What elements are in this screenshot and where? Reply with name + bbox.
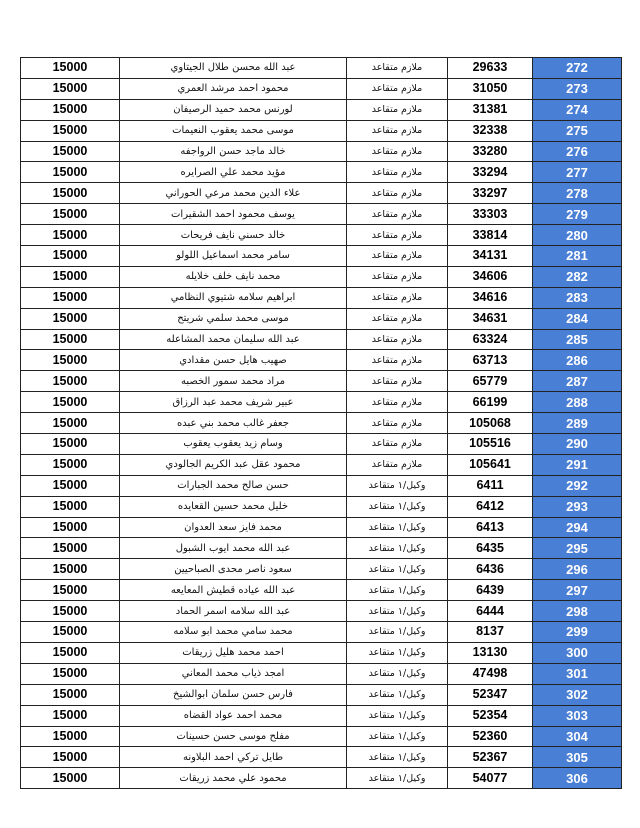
table-row <box>21 225 622 246</box>
row-number-cell: 295 <box>533 538 622 559</box>
amount-cell: 15000 <box>21 204 120 225</box>
rank-cell: ملازم متقاعد <box>347 392 448 413</box>
amount-cell: 15000 <box>21 371 120 392</box>
row-number-cell: 303 <box>533 705 622 726</box>
rank-cell: ملازم متقاعد <box>347 413 448 434</box>
row-number-cell: 290 <box>533 434 622 455</box>
rank-cell: وكيل/١ متقاعد <box>347 601 448 622</box>
amount-cell: 15000 <box>21 601 120 622</box>
rank-cell: وكيل/١ متقاعد <box>347 580 448 601</box>
amount-cell: 15000 <box>21 517 120 538</box>
amount-cell: 15000 <box>21 266 120 287</box>
table-row <box>21 371 622 392</box>
rank-cell: ملازم متقاعد <box>347 350 448 371</box>
name-cell: طايل تركي احمد البلاونه <box>120 747 347 768</box>
row-number-cell: 275 <box>533 120 622 141</box>
amount-cell: 15000 <box>21 434 120 455</box>
name-cell: محمود احمد مرشد العمري <box>120 78 347 99</box>
rank-cell: ملازم متقاعد <box>347 162 448 183</box>
name-cell: يوسف محمود احمد الشقيرات <box>120 204 347 225</box>
rank-cell: ملازم متقاعد <box>347 266 448 287</box>
name-cell: محمد احمد عواد القضاه <box>120 705 347 726</box>
rank-cell: وكيل/١ متقاعد <box>347 496 448 517</box>
row-number-cell: 288 <box>533 392 622 413</box>
name-cell: عبد الله سليمان محمد المشاعله <box>120 329 347 350</box>
table-row <box>21 141 622 162</box>
row-number-cell: 272 <box>533 58 622 79</box>
rank-cell: وكيل/١ متقاعد <box>347 768 448 789</box>
amount-cell: 15000 <box>21 141 120 162</box>
row-number-cell: 302 <box>533 684 622 705</box>
row-number-cell: 298 <box>533 601 622 622</box>
code-cell: 8137 <box>448 622 533 643</box>
rank-cell: ملازم متقاعد <box>347 454 448 475</box>
name-cell: احمد محمد هليل زريقات <box>120 642 347 663</box>
code-cell: 34606 <box>448 266 533 287</box>
amount-cell: 15000 <box>21 684 120 705</box>
code-cell: 47498 <box>448 663 533 684</box>
table-row <box>21 78 622 99</box>
row-number-cell: 286 <box>533 350 622 371</box>
row-number-cell: 282 <box>533 266 622 287</box>
table-row <box>21 601 622 622</box>
amount-cell: 15000 <box>21 726 120 747</box>
table-row <box>21 413 622 434</box>
rank-cell: ملازم متقاعد <box>347 204 448 225</box>
table-row <box>21 747 622 768</box>
table-row <box>21 287 622 308</box>
code-cell: 29633 <box>448 58 533 79</box>
row-number-cell: 281 <box>533 246 622 267</box>
row-number-cell: 293 <box>533 496 622 517</box>
row-number-cell: 305 <box>533 747 622 768</box>
records-table <box>20 57 622 789</box>
row-number-cell: 287 <box>533 371 622 392</box>
rank-cell: ملازم متقاعد <box>347 371 448 392</box>
name-cell: سعود ناصر محدى الصباحيين <box>120 559 347 580</box>
rank-cell: ملازم متقاعد <box>347 120 448 141</box>
rank-cell: وكيل/١ متقاعد <box>347 684 448 705</box>
rank-cell: ملازم متقاعد <box>347 329 448 350</box>
code-cell: 33303 <box>448 204 533 225</box>
name-cell: محمد نايف خلف خلايله <box>120 266 347 287</box>
name-cell: حسن صالح محمد الجبارات <box>120 475 347 496</box>
row-number-cell: 285 <box>533 329 622 350</box>
name-cell: فارس حسن سلمان ابوالشيخ <box>120 684 347 705</box>
row-number-cell: 306 <box>533 768 622 789</box>
table-row <box>21 475 622 496</box>
rank-cell: ملازم متقاعد <box>347 183 448 204</box>
rank-cell: وكيل/١ متقاعد <box>347 622 448 643</box>
rank-cell: وكيل/١ متقاعد <box>347 538 448 559</box>
row-number-cell: 279 <box>533 204 622 225</box>
code-cell: 65779 <box>448 371 533 392</box>
amount-cell: 15000 <box>21 747 120 768</box>
row-number-cell: 292 <box>533 475 622 496</box>
row-number-cell: 277 <box>533 162 622 183</box>
code-cell: 33814 <box>448 225 533 246</box>
name-cell: علاء الدين محمد مرعي الحوراني <box>120 183 347 204</box>
table-row <box>21 434 622 455</box>
rank-cell: وكيل/١ متقاعد <box>347 726 448 747</box>
code-cell: 105068 <box>448 413 533 434</box>
code-cell: 6413 <box>448 517 533 538</box>
table-row <box>21 329 622 350</box>
code-cell: 33280 <box>448 141 533 162</box>
amount-cell: 15000 <box>21 392 120 413</box>
rank-cell: ملازم متقاعد <box>347 308 448 329</box>
name-cell: وسام زيد يعقوب يعقوب <box>120 434 347 455</box>
amount-cell: 15000 <box>21 768 120 789</box>
code-cell: 66199 <box>448 392 533 413</box>
row-number-cell: 300 <box>533 642 622 663</box>
rank-cell: وكيل/١ متقاعد <box>347 475 448 496</box>
row-number-cell: 283 <box>533 287 622 308</box>
table-row <box>21 162 622 183</box>
code-cell: 6444 <box>448 601 533 622</box>
amount-cell: 15000 <box>21 246 120 267</box>
table-row <box>21 684 622 705</box>
table-row <box>21 308 622 329</box>
amount-cell: 15000 <box>21 580 120 601</box>
row-number-cell: 274 <box>533 99 622 120</box>
amount-cell: 15000 <box>21 120 120 141</box>
name-cell: عبير شريف محمد عبد الرزاق <box>120 392 347 413</box>
amount-cell: 15000 <box>21 350 120 371</box>
name-cell: محمد سامي محمد ابو سلامه <box>120 622 347 643</box>
row-number-cell: 294 <box>533 517 622 538</box>
table-row <box>21 705 622 726</box>
code-cell: 32338 <box>448 120 533 141</box>
table-row <box>21 246 622 267</box>
name-cell: محمود علي محمد زريقات <box>120 768 347 789</box>
row-number-cell: 291 <box>533 454 622 475</box>
name-cell: موسى محمد يعقوب النعيمات <box>120 120 347 141</box>
rank-cell: ملازم متقاعد <box>347 99 448 120</box>
code-cell: 52354 <box>448 705 533 726</box>
rank-cell: وكيل/١ متقاعد <box>347 642 448 663</box>
rank-cell: ملازم متقاعد <box>347 434 448 455</box>
name-cell: عبد الله عياده قطيش المعايعه <box>120 580 347 601</box>
rank-cell: ملازم متقاعد <box>347 225 448 246</box>
rank-cell: وكيل/١ متقاعد <box>347 559 448 580</box>
name-cell: خالد ماجد حسن الرواجفه <box>120 141 347 162</box>
amount-cell: 15000 <box>21 705 120 726</box>
code-cell: 6412 <box>448 496 533 517</box>
code-cell: 52367 <box>448 747 533 768</box>
table-row <box>21 580 622 601</box>
table-row <box>21 559 622 580</box>
code-cell: 6436 <box>448 559 533 580</box>
table-row <box>21 204 622 225</box>
code-cell: 63324 <box>448 329 533 350</box>
row-number-cell: 276 <box>533 141 622 162</box>
code-cell: 6439 <box>448 580 533 601</box>
table-row <box>21 768 622 789</box>
name-cell: عبد الله سلامه اسمر الحماد <box>120 601 347 622</box>
table-row <box>21 622 622 643</box>
name-cell: جعفر غالب محمد بني عبده <box>120 413 347 434</box>
row-number-cell: 284 <box>533 308 622 329</box>
name-cell: لورنس محمد حميد الرصيفان <box>120 99 347 120</box>
amount-cell: 15000 <box>21 162 120 183</box>
code-cell: 33294 <box>448 162 533 183</box>
amount-cell: 15000 <box>21 413 120 434</box>
rank-cell: وكيل/١ متقاعد <box>347 705 448 726</box>
code-cell: 63713 <box>448 350 533 371</box>
code-cell: 105641 <box>448 454 533 475</box>
row-number-cell: 278 <box>533 183 622 204</box>
table-row <box>21 58 622 79</box>
table-row <box>21 454 622 475</box>
rank-cell: وكيل/١ متقاعد <box>347 663 448 684</box>
table-row <box>21 726 622 747</box>
rank-cell: ملازم متقاعد <box>347 287 448 308</box>
table-row <box>21 496 622 517</box>
name-cell: صهيب هايل حسن مقدادي <box>120 350 347 371</box>
rank-cell: ملازم متقاعد <box>347 141 448 162</box>
amount-cell: 15000 <box>21 642 120 663</box>
code-cell: 34631 <box>448 308 533 329</box>
code-cell: 31381 <box>448 99 533 120</box>
code-cell: 6411 <box>448 475 533 496</box>
code-cell: 54077 <box>448 768 533 789</box>
table-row <box>21 183 622 204</box>
amount-cell: 15000 <box>21 308 120 329</box>
table-row <box>21 120 622 141</box>
name-cell: امجد ذياب محمد المعاني <box>120 663 347 684</box>
amount-cell: 15000 <box>21 496 120 517</box>
amount-cell: 15000 <box>21 663 120 684</box>
name-cell: محمود عقل عبد الكريم الجالودي <box>120 454 347 475</box>
name-cell: عبد الله محسن طلال الجيتاوي <box>120 58 347 79</box>
table-row <box>21 99 622 120</box>
name-cell: مراد محمد سمور الخصبه <box>120 371 347 392</box>
table-row <box>21 266 622 287</box>
amount-cell: 15000 <box>21 183 120 204</box>
amount-cell: 15000 <box>21 99 120 120</box>
amount-cell: 15000 <box>21 475 120 496</box>
code-cell: 13130 <box>448 642 533 663</box>
code-cell: 52360 <box>448 726 533 747</box>
code-cell: 34131 <box>448 246 533 267</box>
amount-cell: 15000 <box>21 58 120 79</box>
name-cell: خليل محمد حسين القعايده <box>120 496 347 517</box>
rank-cell: وكيل/١ متقاعد <box>347 747 448 768</box>
rank-cell: ملازم متقاعد <box>347 58 448 79</box>
row-number-cell: 299 <box>533 622 622 643</box>
table-row <box>21 517 622 538</box>
table-row <box>21 663 622 684</box>
row-number-cell: 273 <box>533 78 622 99</box>
name-cell: مفلح موسى حسن حسينات <box>120 726 347 747</box>
amount-cell: 15000 <box>21 559 120 580</box>
rank-cell: ملازم متقاعد <box>347 78 448 99</box>
name-cell: موسى محمد سلمي شريتح <box>120 308 347 329</box>
amount-cell: 15000 <box>21 538 120 559</box>
code-cell: 34616 <box>448 287 533 308</box>
amount-cell: 15000 <box>21 329 120 350</box>
row-number-cell: 289 <box>533 413 622 434</box>
code-cell: 52347 <box>448 684 533 705</box>
amount-cell: 15000 <box>21 454 120 475</box>
row-number-cell: 304 <box>533 726 622 747</box>
row-number-cell: 280 <box>533 225 622 246</box>
amount-cell: 15000 <box>21 622 120 643</box>
name-cell: عبد الله محمد ايوب الشبول <box>120 538 347 559</box>
name-cell: مؤيد محمد علي الصرايره <box>120 162 347 183</box>
amount-cell: 15000 <box>21 78 120 99</box>
table-row <box>21 538 622 559</box>
name-cell: محمد فايز سعد العدوان <box>120 517 347 538</box>
table-row <box>21 642 622 663</box>
name-cell: ابراهيم سلامه شتيوي النظامي <box>120 287 347 308</box>
code-cell: 33297 <box>448 183 533 204</box>
table-row <box>21 350 622 371</box>
table-row <box>21 392 622 413</box>
row-number-cell: 296 <box>533 559 622 580</box>
amount-cell: 15000 <box>21 225 120 246</box>
rank-cell: ملازم متقاعد <box>347 246 448 267</box>
records-table-body <box>21 58 622 789</box>
amount-cell: 15000 <box>21 287 120 308</box>
rank-cell: وكيل/١ متقاعد <box>347 517 448 538</box>
row-number-cell: 301 <box>533 663 622 684</box>
code-cell: 105516 <box>448 434 533 455</box>
code-cell: 31050 <box>448 78 533 99</box>
row-number-cell: 297 <box>533 580 622 601</box>
name-cell: خالد حسني نايف فريحات <box>120 225 347 246</box>
code-cell: 6435 <box>448 538 533 559</box>
name-cell: سامر محمد اسماعيل اللولو <box>120 246 347 267</box>
